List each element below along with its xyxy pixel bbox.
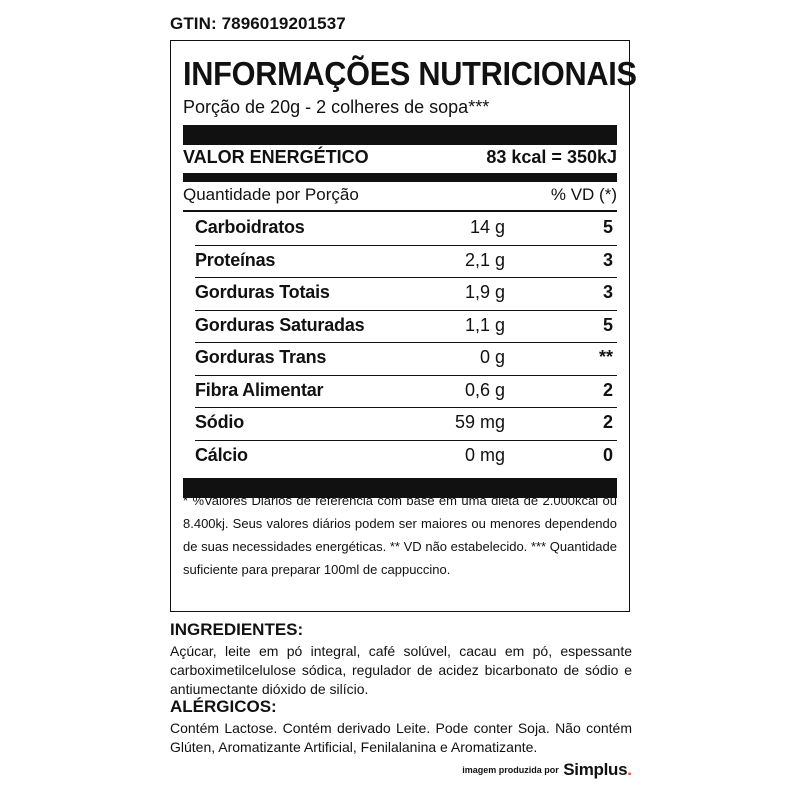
ingredients-text: Açúcar, leite em pó integral, café solúvel, cacau em pó, espessante carboximetilcelulose sódica, regulador de acidez bicarbonato de sódio e antiumectante dióxido de silício. [170, 643, 632, 697]
nutrient-row [195, 278, 617, 311]
simplus-logo: Simplus [563, 760, 628, 779]
nutrient-amount: 1,1 g [464, 314, 505, 335]
nutrient-row [195, 343, 617, 376]
nutrient-amount: 1,9 g [464, 282, 505, 302]
divider-thick [183, 125, 617, 145]
energy-value: 83 kcal = 350kJ [486, 147, 617, 167]
energy-row [183, 147, 617, 173]
nutrient-vd: 2 [602, 379, 613, 400]
footnote: * %Valores Diários de referência com base em uma dieta de 2.000kcal ou 8.400kj. Seus valores diários podem ser maiores ou menores dependendo de suas necessidades energéticas. ** VD não estabelecido. *** Quantidade suficiente para preparar 100ml de cappuccino. [183, 493, 617, 577]
nutrient-amount: 0 g [479, 347, 505, 367]
nutrient-amount: 59 mg [454, 412, 505, 432]
nutrient-row [195, 441, 617, 474]
nutrient-amount: 14 g [469, 217, 505, 237]
nutrient-vd: ** [598, 347, 613, 367]
nutrient-name: Sódio [195, 412, 244, 432]
nutrient-amount: 0 mg [464, 444, 505, 465]
nutrient-vd: 3 [602, 249, 613, 270]
nutrient-name: Proteínas [195, 249, 276, 270]
nutrient-name: Gorduras Totais [195, 282, 330, 302]
nutrient-vd: 5 [602, 217, 613, 237]
nutrient-vd: 0 [602, 444, 613, 465]
logo-dot: . [627, 760, 632, 779]
nutrient-name: Gorduras Trans [195, 347, 327, 367]
gtin-code: GTIN: 7896019201537 [170, 14, 346, 33]
nutrient-name: Fibra Alimentar [195, 379, 324, 400]
nutrient-name: Carboidratos [195, 217, 305, 237]
nutrient-amount: 0,6 g [464, 379, 505, 400]
quantity-header: Quantidade por Porção [183, 185, 359, 204]
quantity-header-row [183, 185, 617, 211]
nutrient-row [195, 311, 617, 344]
allergens-text: Contém Lactose. Contém derivado Leite. Pode conter Soja. Não contém Glúten, Aromatizante Artificial, Fenilalanina e Aromatizante. [170, 720, 632, 755]
nutrient-row [195, 213, 617, 246]
nutrient-name: Cálcio [195, 444, 248, 465]
panel-title: INFORMAÇÕES NUTRICIONAIS [183, 55, 637, 92]
nutrient-amount: 2,1 g [464, 249, 505, 270]
portion-size: Porção de 20g - 2 colheres de sopa*** [183, 97, 490, 117]
credit-prefix: imagem produzida por [462, 765, 559, 775]
divider-medium [183, 173, 617, 182]
nutrient-row [195, 246, 617, 279]
vd-header: % VD (*) [550, 185, 617, 204]
divider-thin [183, 210, 617, 212]
nutrient-vd: 2 [602, 412, 613, 432]
nutrient-vd: 5 [602, 314, 613, 335]
nutrient-name: Gorduras Saturadas [195, 314, 365, 335]
ingredients-heading: INGREDIENTES: [170, 620, 304, 639]
nutrient-vd: 3 [602, 282, 613, 302]
allergens-heading: ALÉRGICOS: [170, 697, 277, 716]
nutrient-row [195, 376, 617, 409]
energy-label: VALOR ENERGÉTICO [183, 147, 369, 167]
image-credit [462, 760, 632, 780]
nutrient-table [195, 213, 617, 473]
nutrition-facts-panel [170, 40, 637, 612]
nutrient-row [195, 408, 617, 441]
